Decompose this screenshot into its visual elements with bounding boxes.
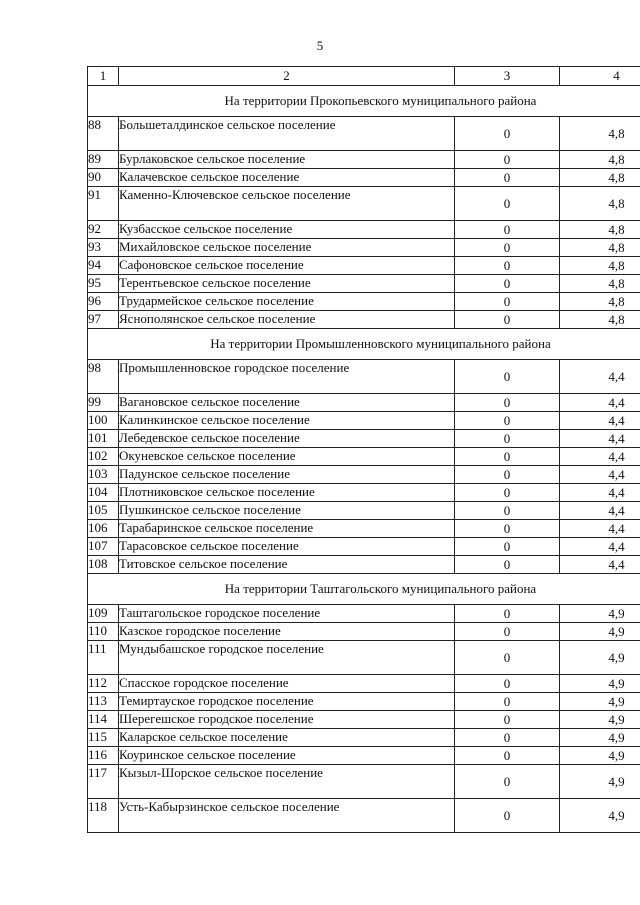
section-header-row: [88, 574, 640, 605]
settlement-name: Кузбасское сельское поселение: [119, 221, 455, 239]
value-col4: 4,8: [560, 293, 640, 311]
section-header-row: [88, 329, 640, 360]
value-col4: 4,9: [560, 623, 640, 641]
value-col4: 4,4: [560, 360, 640, 394]
value-col3: 0: [455, 556, 560, 574]
settlement-name: Терентьевское сельское поселение: [119, 275, 455, 293]
value-col3: 0: [455, 693, 560, 711]
row-number: 92: [88, 221, 119, 239]
value-col3: 0: [455, 729, 560, 747]
value-col4: 4,4: [560, 430, 640, 448]
settlement-name: Падунское сельское поселение: [119, 466, 455, 484]
settlement-name: Кызыл-Шорское сельское поселение: [119, 765, 455, 799]
row-number: 90: [88, 169, 119, 187]
row-number: 106: [88, 520, 119, 538]
table-row: [88, 623, 640, 641]
value-col3: 0: [455, 711, 560, 729]
row-number: 91: [88, 187, 119, 221]
value-col4: 4,9: [560, 605, 640, 623]
settlement-name: Титовское сельское поселение: [119, 556, 455, 574]
settlement-name: Большеталдинское сельское поселение: [119, 117, 455, 151]
header-cell-2: 2: [119, 67, 455, 86]
value-col3: 0: [455, 394, 560, 412]
header-cell-4: 4: [560, 67, 640, 86]
value-col4: 4,8: [560, 221, 640, 239]
value-col4: 4,4: [560, 538, 640, 556]
value-col3: 0: [455, 169, 560, 187]
value-col3: 0: [455, 502, 560, 520]
table-row: [88, 430, 640, 448]
value-col4: 4,9: [560, 799, 640, 833]
value-col4: 4,9: [560, 675, 640, 693]
section-title: На территории Прокопьевского муниципального района: [88, 86, 640, 117]
value-col4: 4,4: [560, 556, 640, 574]
table-row: [88, 169, 640, 187]
settlement-name: Михайловское сельское поселение: [119, 239, 455, 257]
value-col4: 4,9: [560, 641, 640, 675]
value-col4: 4,8: [560, 117, 640, 151]
value-col3: 0: [455, 275, 560, 293]
value-col4: 4,9: [560, 693, 640, 711]
value-col3: 0: [455, 311, 560, 329]
table-body: [88, 67, 640, 833]
row-number: 104: [88, 484, 119, 502]
row-number: 99: [88, 394, 119, 412]
settlement-name: Трудармейское сельское поселение: [119, 293, 455, 311]
row-number: 115: [88, 729, 119, 747]
value-col3: 0: [455, 293, 560, 311]
section-header-row: [88, 86, 640, 117]
table-row: [88, 117, 640, 151]
value-col3: 0: [455, 430, 560, 448]
table-row: [88, 693, 640, 711]
table-row: [88, 448, 640, 466]
value-col4: 4,8: [560, 169, 640, 187]
row-number: 116: [88, 747, 119, 765]
table-row: [88, 711, 640, 729]
value-col4: 4,8: [560, 257, 640, 275]
row-number: 97: [88, 311, 119, 329]
table-row: [88, 394, 640, 412]
value-col4: 4,4: [560, 484, 640, 502]
table-row: [88, 484, 640, 502]
value-col3: 0: [455, 221, 560, 239]
row-number: 102: [88, 448, 119, 466]
table-row: [88, 151, 640, 169]
value-col3: 0: [455, 466, 560, 484]
settlement-name: Пушкинское сельское поселение: [119, 502, 455, 520]
row-number: 103: [88, 466, 119, 484]
table-row: [88, 221, 640, 239]
table-row: [88, 520, 640, 538]
value-col4: 4,4: [560, 412, 640, 430]
value-col3: 0: [455, 605, 560, 623]
table-row: [88, 293, 640, 311]
row-number: 107: [88, 538, 119, 556]
settlement-name: Вагановское сельское поселение: [119, 394, 455, 412]
table-row: [88, 799, 640, 833]
row-number: 95: [88, 275, 119, 293]
settlement-name: Тарабаринское сельское поселение: [119, 520, 455, 538]
value-col3: 0: [455, 799, 560, 833]
value-col3: 0: [455, 117, 560, 151]
settlement-name: Шерегешское городское поселение: [119, 711, 455, 729]
table-row: [88, 502, 640, 520]
settlement-name: Тарасовское сельское поселение: [119, 538, 455, 556]
section-title: На территории Промышленновского муниципального района: [88, 329, 640, 360]
value-col3: 0: [455, 257, 560, 275]
value-col3: 0: [455, 151, 560, 169]
value-col3: 0: [455, 239, 560, 257]
table-row: [88, 765, 640, 799]
row-number: 117: [88, 765, 119, 799]
value-col4: 4,9: [560, 711, 640, 729]
value-col4: 4,4: [560, 394, 640, 412]
value-col3: 0: [455, 448, 560, 466]
row-number: 110: [88, 623, 119, 641]
row-number: 111: [88, 641, 119, 675]
row-number: 100: [88, 412, 119, 430]
table-row: [88, 729, 640, 747]
table-row: [88, 675, 640, 693]
settlement-name: Лебедевское сельское поселение: [119, 430, 455, 448]
row-number: 114: [88, 711, 119, 729]
table-row: [88, 556, 640, 574]
settlement-name: Плотниковское сельское поселение: [119, 484, 455, 502]
value-col4: 4,8: [560, 275, 640, 293]
header-cell-1: 1: [88, 67, 119, 86]
header-row: [88, 67, 640, 86]
settlement-name: Калачевское сельское поселение: [119, 169, 455, 187]
value-col4: 4,4: [560, 520, 640, 538]
row-number: 88: [88, 117, 119, 151]
table-row: [88, 605, 640, 623]
header-cell-3: 3: [455, 67, 560, 86]
value-col3: 0: [455, 412, 560, 430]
settlement-name: Яснополянское сельское поселение: [119, 311, 455, 329]
settlement-name: Каменно-Ключевское сельское поселение: [119, 187, 455, 221]
value-col4: 4,9: [560, 747, 640, 765]
value-col3: 0: [455, 520, 560, 538]
table-row: [88, 360, 640, 394]
settlement-name: Темиртауское городское поселение: [119, 693, 455, 711]
settlement-name: Мундыбашское городское поселение: [119, 641, 455, 675]
value-col3: 0: [455, 187, 560, 221]
value-col4: 4,4: [560, 502, 640, 520]
value-col3: 0: [455, 747, 560, 765]
settlement-name: Усть-Кабырзинское сельское поселение: [119, 799, 455, 833]
value-col4: 4,8: [560, 239, 640, 257]
table-row: [88, 187, 640, 221]
table-row: [88, 311, 640, 329]
value-col3: 0: [455, 765, 560, 799]
value-col4: 4,9: [560, 729, 640, 747]
row-number: 94: [88, 257, 119, 275]
row-number: 96: [88, 293, 119, 311]
value-col3: 0: [455, 538, 560, 556]
value-col3: 0: [455, 675, 560, 693]
settlement-name: Таштагольское городское поселение: [119, 605, 455, 623]
section-title: На территории Таштагольского муниципального района: [88, 574, 640, 605]
settlement-name: Коуринское сельское поселение: [119, 747, 455, 765]
value-col4: 4,8: [560, 311, 640, 329]
table-row: [88, 747, 640, 765]
row-number: 93: [88, 239, 119, 257]
page-number: 5: [316, 38, 324, 53]
settlement-name: Окуневское сельское поселение: [119, 448, 455, 466]
row-number: 109: [88, 605, 119, 623]
row-number: 89: [88, 151, 119, 169]
table-row: [88, 466, 640, 484]
value-col3: 0: [455, 360, 560, 394]
value-col3: 0: [455, 484, 560, 502]
row-number: 112: [88, 675, 119, 693]
table-row: [88, 641, 640, 675]
table-row: [88, 239, 640, 257]
row-number: 101: [88, 430, 119, 448]
settlement-name: Сафоновское сельское поселение: [119, 257, 455, 275]
value-col4: 4,9: [560, 765, 640, 799]
value-col3: 0: [455, 623, 560, 641]
value-col4: 4,4: [560, 466, 640, 484]
settlement-name: Каларское сельское поселение: [119, 729, 455, 747]
value-col4: 4,8: [560, 151, 640, 169]
value-col4: 4,8: [560, 187, 640, 221]
value-col4: 4,4: [560, 448, 640, 466]
table-row: [88, 275, 640, 293]
settlement-name: Промышленновское городское поселение: [119, 360, 455, 394]
table-row: [88, 538, 640, 556]
row-number: 113: [88, 693, 119, 711]
row-number: 108: [88, 556, 119, 574]
settlement-name: Калинкинское сельское поселение: [119, 412, 455, 430]
settlement-name: Спасское городское поселение: [119, 675, 455, 693]
value-col3: 0: [455, 641, 560, 675]
row-number: 118: [88, 799, 119, 833]
table-row: [88, 412, 640, 430]
row-number: 98: [88, 360, 119, 394]
table-row: [88, 257, 640, 275]
data-table: [87, 66, 640, 833]
settlement-name: Бурлаковское сельское поселение: [119, 151, 455, 169]
settlement-name: Казское городское поселение: [119, 623, 455, 641]
row-number: 105: [88, 502, 119, 520]
